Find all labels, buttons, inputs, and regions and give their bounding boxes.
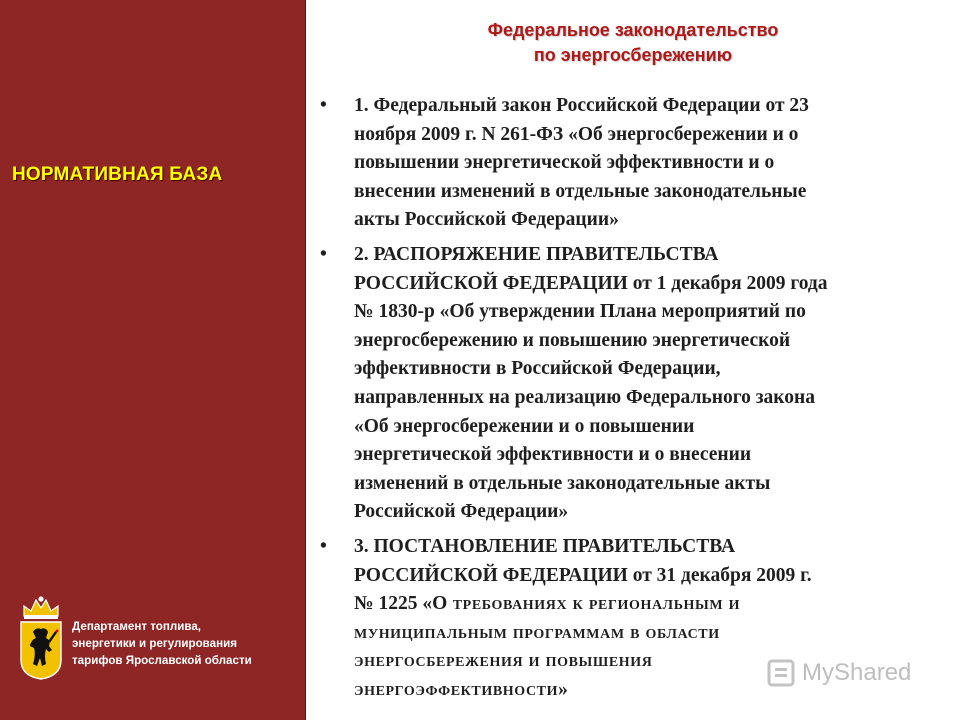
page-title	[306, 18, 960, 68]
item-line: РОССИЙСКОЙ ФЕДЕРАЦИИ от 31 декабря 2009 г.	[354, 564, 812, 586]
item-line	[354, 590, 954, 619]
department-line: тарифов Ярославской области	[72, 654, 252, 667]
item-line: энергосбережению и повышению энергетической	[354, 329, 791, 351]
item-line: повышении энергетической эффективности и о	[354, 152, 775, 174]
item-line: внесении изменений в отдельные законодательные	[354, 180, 807, 202]
legislation-list	[318, 92, 954, 710]
item-line: энергетической эффективности и о внесении	[354, 444, 752, 466]
item-line: Российской Федерации»	[354, 501, 569, 523]
item-line: энергосбережения и повышения	[354, 650, 653, 672]
item-line: ноября 2009 г. N 261-ФЗ «Об энергосбережении и о	[354, 123, 799, 145]
sidebar-title: НОРМАТИВНАЯ БАЗА	[12, 164, 223, 185]
item-line-start: № 1225 «О	[354, 593, 448, 615]
item-line: направленных на реализацию Федерального закона	[354, 386, 816, 408]
list-item	[318, 92, 954, 235]
item-line: РОССИЙСКОЙ ФЕДЕРАЦИИ от 1 декабря 2009 года	[354, 272, 828, 294]
item-line: 2. РАСПОРЯЖЕНИЕ ПРАВИТЕЛЬСТВА	[354, 243, 719, 265]
watermark-text: MyShared	[802, 659, 912, 686]
sidebar-panel	[0, 0, 306, 720]
yaroslavl-coat-of-arms-icon	[18, 594, 64, 680]
item-line: изменений в отдельные законодательные акты	[354, 472, 771, 494]
item-line-smallcaps: требованиях к региональным и	[447, 593, 741, 615]
myshared-logo-icon	[766, 658, 796, 688]
bullet-icon: •	[320, 243, 327, 265]
page-title-line: по энергосбережению	[533, 45, 733, 65]
page-title-line: Федеральное законодательство	[487, 20, 779, 40]
list-item	[318, 241, 954, 527]
item-line: энергоэффективности»	[354, 678, 569, 700]
department-line: Департамент топлива,	[72, 620, 202, 633]
item-line: № 1830-р «Об утверждении Плана мероприятий по	[354, 301, 806, 323]
item-line: акты Российской Федерации»	[354, 209, 619, 231]
item-line: «Об энергосбережении и о повышении	[354, 415, 695, 437]
item-line: 3. ПОСТАНОВЛЕНИЕ ПРАВИТЕЛЬСТВА	[354, 535, 736, 557]
item-line: эффективности в Российской Федерации,	[354, 358, 721, 380]
watermark	[766, 656, 911, 690]
item-line: муниципальным программам в области	[354, 621, 720, 643]
bullet-icon: •	[320, 95, 327, 116]
department-line: энергетики и регулирования	[72, 637, 237, 650]
item-line: 1. Федеральный закон Российской Федерации от 23	[354, 95, 809, 116]
department-name	[72, 618, 252, 669]
bullet-icon: •	[320, 535, 327, 557]
